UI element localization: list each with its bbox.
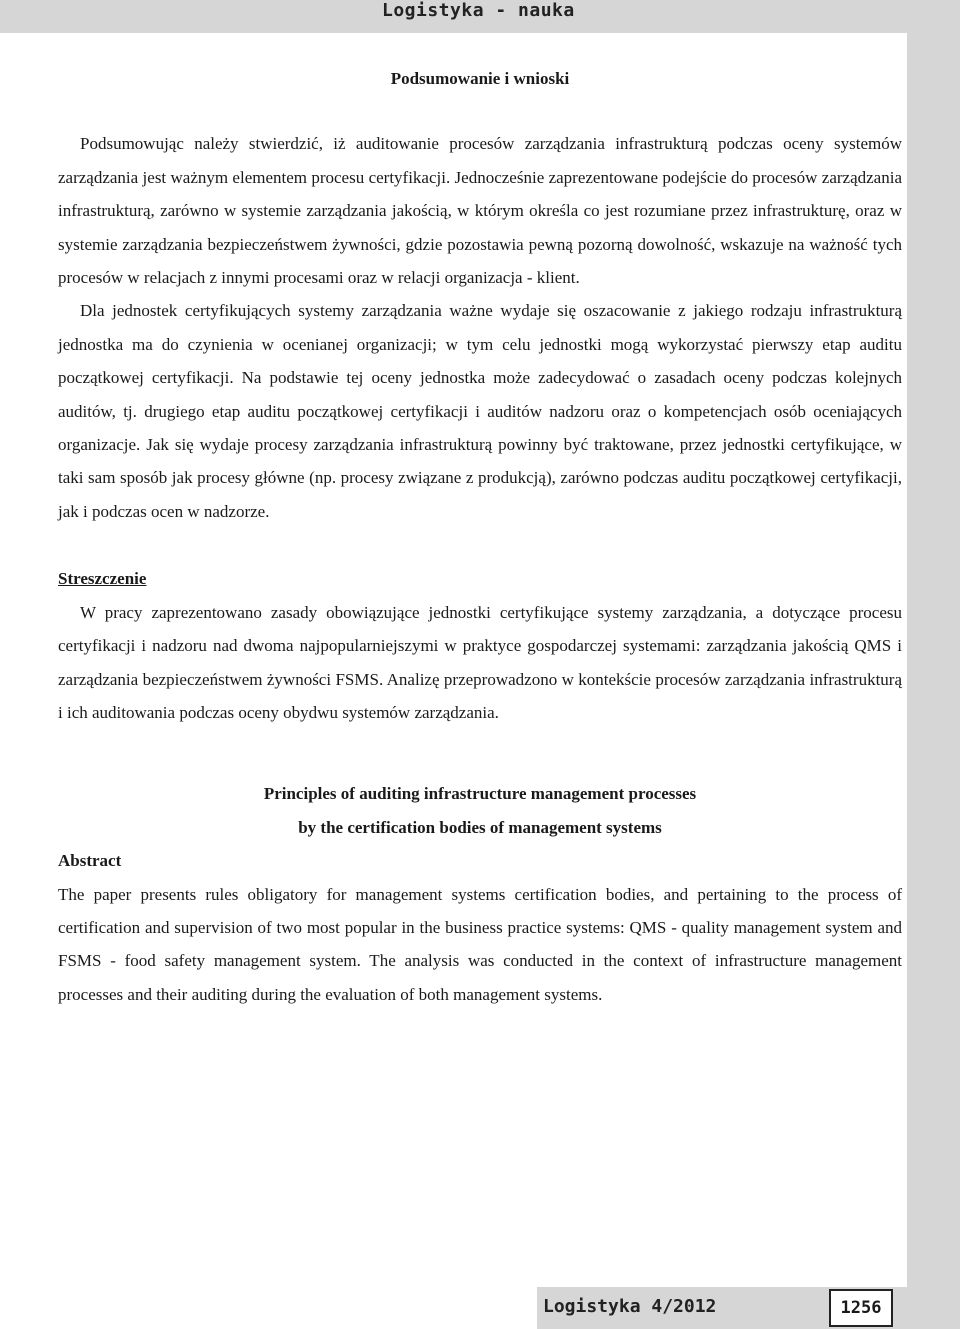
header-bar	[0, 0, 960, 33]
side-bar	[907, 33, 960, 1329]
abstract-paragraph: The paper presents rules obligatory for management systems certification bodies, and pertaining to the process of certification and supervision of two most popular in the business practice systems: QMS - quality management system and FSMS - food safety management system. The analysis was conducted in the context of infrastructure management processes and their auditing during the evaluation of both management systems.	[58, 884, 902, 1004]
page-number: 1256	[840, 1298, 882, 1318]
journal-header: Logistyka - nauka	[382, 0, 575, 21]
abstract-title: Abstract	[58, 851, 122, 871]
conclusions-paragraph-2: Dla jednostek certyfikujących systemy zarządzania ważne wydaje się oszacowanie z jakiego rodzaju infrastrukturą jednostka ma do czynienia w ocenianej organizacji; w tym celu jednostki mogą wykorzystać pierwszy etap auditu początkowej certyfikacji. Na podstawie tej oceny jednostka może zadecydować o zasadach oceny podczas kolejnych auditów, tj. drugiego etap auditu początkowej certyfikacji i auditów nadzoru oraz o kompetencjach osób oceniających organizacje. Jak się wydaje procesy zarządzania infrastrukturą powinny być traktowane, przez jednostki certyfikujące, w taki sam sposób jak procesy główne (np. procesy związane z produkcją), zarówno podczas auditu początkowej certyfikacji, jak i podczas ocen w nadzorze.	[58, 301, 902, 521]
article-body	[58, 60, 902, 1011]
summary-paragraph: W pracy zaprezentowano zasady obowiązujące jednostki certyfikujące systemy zarządzania, a dotyczące procesu certyfikacji i nadzoru nad dwoma najpopularniejszymi w praktyce gospodarczej systemami: zarządzania jakością QMS i zarządzania bezpieczeństwem żywności FSMS. Analizę przeprowadzono w kontekście procesów zarządzania infrastrukturą i ich auditowania podczas oceny obydwu systemów zarządzania.	[58, 602, 902, 722]
english-title-line-1: Principles of auditing infrastructure management processes	[263, 784, 697, 804]
conclusions-title: Podsumowanie i wnioski	[390, 69, 570, 88]
conclusions-paragraph-1: Podsumowując należy stwierdzić, iż auditowanie procesów zarządzania infrastrukturą podczas oceny systemów zarządzania jest ważnym elementem procesu certyfikacji. Jednocześnie zaprezentowane podejście do procesów zarządzania infrastrukturą, zarówno w systemie zarządzania jakością, w którym określa co jest rozumiane przez infrastrukturę, oraz w systemie zarządzania bezpieczeństwem żywności, gdzie pozostawia pewną pozorną dowolność, wskazuje na ważność tych procesów w relacjach z innymi procesami oraz w relacji organizacja - klient.	[58, 134, 902, 288]
footer-journal: Logistyka 4/2012	[543, 1296, 717, 1317]
summary-title: Streszczenie	[58, 569, 147, 589]
english-title-line-2: by the certification bodies of management systems	[298, 817, 662, 837]
page-number-box	[829, 1289, 893, 1327]
